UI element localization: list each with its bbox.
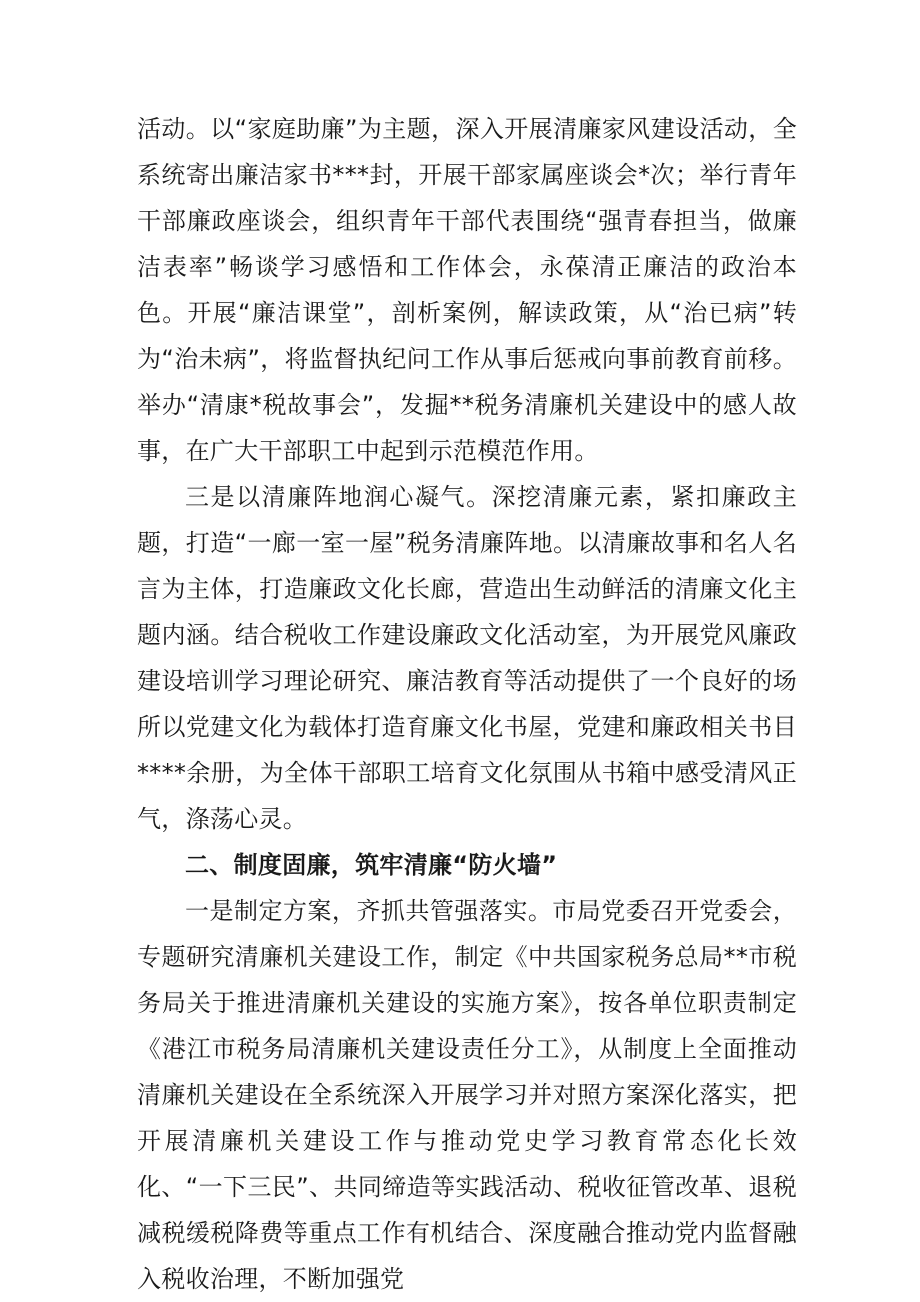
section-heading-system-integrity: 二、制度固廉，筑牢清廉“防火墙” (185, 851, 558, 879)
paragraph-integrity-positions: 三是以清廉阵地润心凝气。深挖清廉元素，紧扣廉政主题，打造“一廊一室一屋”税务清廉阵地。以清廉故事和名人名言为主体，打造廉政文化长廊，营造出生动鲜活的清廉文化主题内涵。结合税收工作建设廉政文化活动室，为开展党风廉政建设培训学习理论研究、廉洁教育等活动提供了一个良好的场所以党建文化为载体打造育廉文化书屋，党建和廉政相关书目****余册，为全体干部职工培育文化氛围从书箱中感受清风正气，涤荡心灵。 (137, 483, 797, 833)
document-body (137, 106, 797, 1302)
paragraph-family-integrity-activities: 活动。以“家庭助廉”为主题，深入开展清廉家风建设活动，全系统寄出廉洁家书***封，开展干部家属座谈会*次；举行青年干部廉政座谈会，组织青年干部代表围绕“强青春担当，做廉洁表率”畅谈学习感悟和工作体会，永葆清正廉洁的政治本色。开展“廉洁课堂”，剖析案例，解读政策，从“治已病”转为“治未病”，将监督执纪问工作从事后惩戒向事前教育前移。举办“清康*税故事会”，发掘**税务清廉机关建设中的感人故事，在广大干部职工中起到示范模范作用。 (137, 115, 797, 465)
paragraph-formulate-plan: 一是制定方案，齐抓共管强落实。市局党委召开党委会，专题研究清廉机关建设工作，制定《中共国家税务总局**市税务局关于推进清廉机关建设的实施方案》，按各单位职责制定《港江市税务局清廉机关建设责任分工》，从制度上全面推动清廉机关建设在全系统深入开展学习并对照方案深化落实，把开展清廉机关建设工作与推动党史学习教育常态化长效化、“一下三民”、共同缔造等实践活动、税收征管改革、退税减税缓税降费等重点工作有机结合、深度融合推动党内监督融入税收治理，不断加强党 (137, 897, 797, 1293)
